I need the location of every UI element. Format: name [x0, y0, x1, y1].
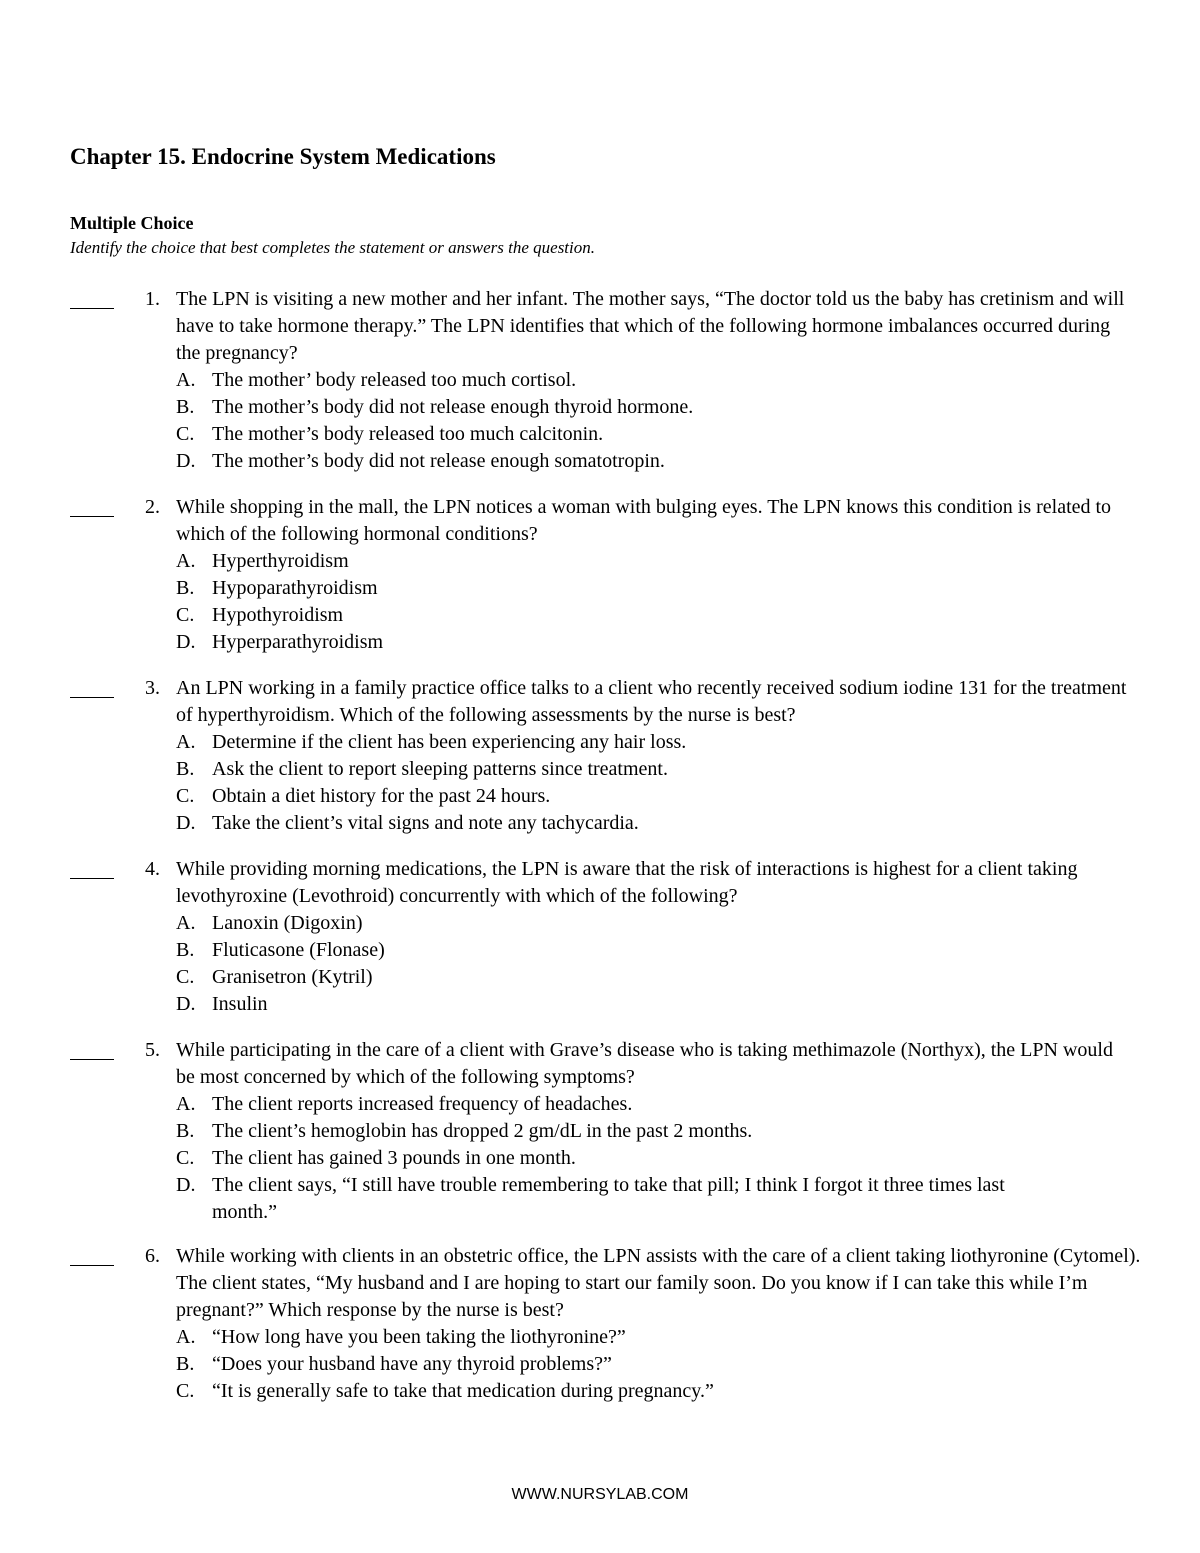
option-text: Hypothyroidism: [212, 604, 344, 626]
option-text: The mother’s body released too much calcitonin.: [212, 423, 604, 445]
answer-blank[interactable]: [70, 1059, 114, 1060]
question-stem: While working with clients in an obstetric office, the LPN assists with the care of a client taking liothyronine (Cytomel). The client states, “My husband and I are hoping to start our family soon. Do you know if I can take this while I’m pregnant?” Which response by the nurse is best?: [176, 1245, 1141, 1321]
question-stem: While participating in the care of a client with Grave’s disease who is taking methimazole (Northyx), the LPN would be most concerned by which of the following symptoms?: [176, 1039, 1113, 1088]
option-text: The mother’s body did not release enough thyroid hormone.: [212, 396, 694, 418]
answer-blank[interactable]: [70, 308, 114, 309]
option-letter: A.: [176, 912, 196, 934]
option-c[interactable]: [176, 1378, 1136, 1405]
question-stem: While providing morning medications, the LPN is aware that the risk of interactions is highest for a client taking levothyroxine (Levothroid) concurrently with which of the following?: [176, 858, 1078, 907]
option-b[interactable]: [176, 1351, 1136, 1378]
option-letter: C.: [176, 423, 195, 445]
section-label: Multiple Choice: [70, 213, 194, 233]
question-stem: While shopping in the mall, the LPN notices a woman with bulging eyes. The LPN knows this condition is related to which of the following hormonal conditions?: [176, 496, 1112, 545]
page-title: Chapter 15. Endocrine System Medications: [70, 144, 496, 169]
option-d[interactable]: [176, 810, 1136, 837]
option-letter: D.: [176, 450, 196, 472]
option-letter: C.: [176, 966, 195, 988]
option-text: The client has gained 3 pounds in one month.: [212, 1147, 576, 1169]
option-c[interactable]: [176, 783, 1136, 810]
option-letter: C.: [176, 1147, 195, 1169]
option-text: Ask the client to report sleeping patterns since treatment.: [212, 758, 668, 780]
answer-options: [176, 1091, 1006, 1226]
option-letter: C.: [176, 1380, 195, 1402]
option-a[interactable]: [176, 548, 1136, 575]
question-number: 5.: [145, 1039, 160, 1061]
option-text: Fluticasone (Flonase): [212, 939, 385, 961]
option-text: Determine if the client has been experiencing any hair loss.: [212, 731, 687, 753]
option-text: “Does your husband have any thyroid problems?”: [212, 1353, 612, 1375]
option-c[interactable]: [176, 602, 1136, 629]
option-text: Lanoxin (Digoxin): [212, 912, 363, 934]
option-text: The client’s hemoglobin has dropped 2 gm/dL in the past 2 months.: [212, 1120, 753, 1142]
question-number: 4.: [145, 858, 160, 880]
option-text: Hypoparathyroidism: [212, 577, 378, 599]
option-text: Take the client’s vital signs and note any tachycardia.: [212, 812, 639, 834]
option-d[interactable]: [176, 1172, 1006, 1226]
option-text: Obtain a diet history for the past 24 hours.: [212, 785, 551, 807]
question-number: 6.: [145, 1245, 160, 1267]
instructions: Identify the choice that best completes the statement or answers the question.: [70, 238, 595, 257]
option-letter: B.: [176, 396, 195, 418]
answer-blank[interactable]: [70, 1265, 114, 1266]
option-letter: B.: [176, 1120, 195, 1142]
option-text: Granisetron (Kytril): [212, 966, 373, 988]
option-d[interactable]: [176, 448, 1136, 475]
option-a[interactable]: [176, 910, 1136, 937]
option-b[interactable]: [176, 756, 1136, 783]
footer-url: WWW.NURSYLAB.COM: [511, 1486, 689, 1503]
question-number: 2.: [145, 496, 160, 518]
option-c[interactable]: [176, 1145, 1006, 1172]
answer-blank[interactable]: [70, 516, 114, 517]
question-number: 1.: [145, 288, 160, 310]
option-letter: A.: [176, 731, 196, 753]
option-letter: B.: [176, 577, 195, 599]
option-b[interactable]: [176, 394, 1136, 421]
option-letter: C.: [176, 785, 195, 807]
option-letter: A.: [176, 1093, 196, 1115]
option-letter: D.: [176, 812, 196, 834]
answer-options: [176, 1324, 1136, 1405]
question-stem: An LPN working in a family practice office talks to a client who recently received sodium iodine 131 for the treatment of hyperthyroidism. Which of the following assessments by the nurse is best?: [176, 677, 1127, 726]
answer-options: [176, 367, 1136, 475]
option-b[interactable]: [176, 937, 1136, 964]
option-text: Hyperparathyroidism: [212, 631, 384, 653]
answer-options: [176, 729, 1136, 837]
option-text: “It is generally safe to take that medication during pregnancy.”: [212, 1380, 714, 1402]
option-text: The client reports increased frequency of headaches.: [212, 1093, 633, 1115]
option-text: “How long have you been taking the liothyronine?”: [212, 1326, 626, 1348]
option-a[interactable]: [176, 1091, 1006, 1118]
option-letter: D.: [176, 1174, 196, 1196]
option-letter: C.: [176, 604, 195, 626]
option-d[interactable]: [176, 991, 1136, 1018]
option-text: The client says, “I still have trouble remembering to take that pill; I think I forgot it three times last month.”: [212, 1174, 1005, 1223]
option-text: The mother’ body released too much cortisol.: [212, 369, 577, 391]
option-letter: A.: [176, 1326, 196, 1348]
answer-options: [176, 910, 1136, 1018]
option-letter: D.: [176, 631, 196, 653]
option-b[interactable]: [176, 575, 1136, 602]
option-text: The mother’s body did not release enough somatotropin.: [212, 450, 665, 472]
answer-blank[interactable]: [70, 878, 114, 879]
option-c[interactable]: [176, 964, 1136, 991]
question-number: 3.: [145, 677, 160, 699]
option-letter: D.: [176, 993, 196, 1015]
option-a[interactable]: [176, 1324, 1136, 1351]
option-text: Insulin: [212, 993, 268, 1015]
option-c[interactable]: [176, 421, 1136, 448]
option-letter: B.: [176, 939, 195, 961]
option-a[interactable]: [176, 729, 1136, 756]
option-text: Hyperthyroidism: [212, 550, 349, 572]
option-d[interactable]: [176, 629, 1136, 656]
option-letter: A.: [176, 369, 196, 391]
answer-blank[interactable]: [70, 697, 114, 698]
question-stem: The LPN is visiting a new mother and her infant. The mother says, “The doctor told us the baby has cretinism and will have to take hormone therapy.” The LPN identifies that which of the following hormone imbalances occurred during the pregnancy?: [176, 288, 1125, 364]
option-letter: B.: [176, 758, 195, 780]
option-a[interactable]: [176, 367, 1136, 394]
option-letter: A.: [176, 550, 196, 572]
answer-options: [176, 548, 1136, 656]
option-b[interactable]: [176, 1118, 1006, 1145]
option-letter: B.: [176, 1353, 195, 1375]
